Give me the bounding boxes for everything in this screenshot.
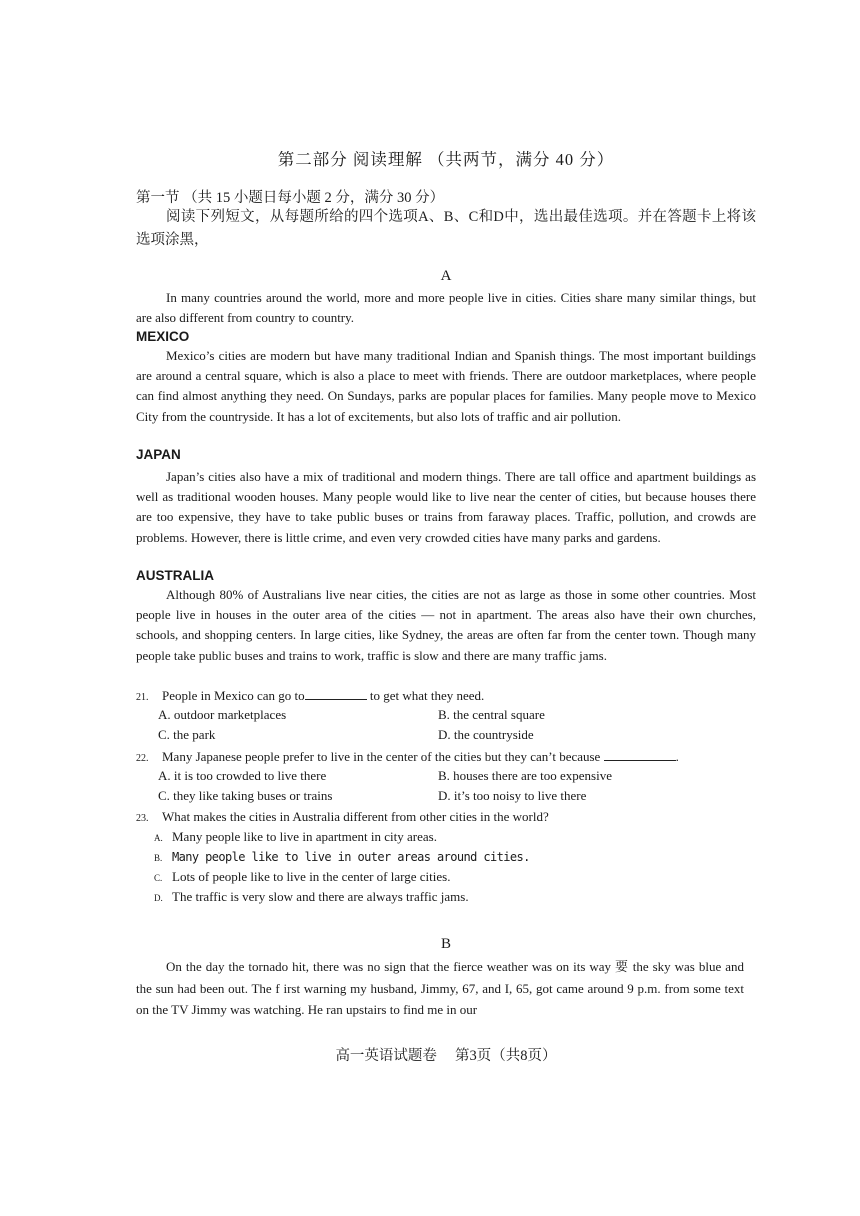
paragraph-australia: Although 80% of Australians live near cities, the cities are not as large as those in some other countries. Most people live in houses in the outer area of the cities — not in apartment. The areas also have their own churches, schools, and shopping centers. In large cities, like Sydney, the areas are often far from the center town. Though many people take public buses and trains to work, traffic is slow and there are many traffic jams. bbox=[136, 587, 756, 663]
question-number: 22. bbox=[136, 753, 149, 764]
passage-a-intro: In many countries around the world, more and more people live in cities. Cities share many similar things, but are also different from country to country. bbox=[136, 290, 756, 326]
option-letter: D. bbox=[154, 893, 163, 903]
option-text: Lots of people like to live in the center of large cities. bbox=[172, 869, 451, 884]
option-letter: B. bbox=[154, 853, 163, 863]
option-23-d bbox=[154, 889, 469, 905]
passage-b-text: On the day the tornado hit, there was no sign that the fierce weather was on its way 要 the sky was blue and the sun had been out. The f irst warning my husband, Jimmy, 67, and I, 65, got came around 9 p.m. from some text on the TV Jimmy was watching. He ran upstairs to find me in our bbox=[136, 959, 744, 1017]
option-letter: C. bbox=[154, 873, 163, 883]
option-letter: A. bbox=[154, 833, 163, 843]
heading-japan: JAPAN bbox=[136, 447, 181, 462]
answer-blank bbox=[305, 687, 367, 700]
question-stem: Many Japanese people prefer to live in the center of the cities but they can’t because bbox=[162, 749, 604, 764]
question-21 bbox=[136, 687, 756, 704]
option-text: Many people like to live in apartment in city areas. bbox=[172, 829, 437, 844]
paragraph-mexico: Mexico’s cities are modern but have many traditional Indian and Spanish things. The most important buildings are around a central square, which is also a place to meet with friends. There are outdoor marketplaces, where people can find almost anything they need. On Sundays, parks are popular places for families. Many people move to Mexico City from the countryside. It has a lot of excitements, but also lots of traffic and air pollution. bbox=[136, 348, 756, 424]
question-stem: People in Mexico can go to bbox=[162, 688, 305, 703]
passage-b-letter: B bbox=[440, 936, 451, 952]
question-23 bbox=[136, 809, 756, 825]
option-23-b bbox=[154, 849, 530, 865]
option-22-a: A. it is too crowded to live there bbox=[158, 768, 327, 783]
option-22-b: B. houses there are too expensive bbox=[438, 768, 613, 783]
section-title: 第一节 （共 15 小题日每小题 2 分，满分 30 分） bbox=[136, 190, 445, 206]
option-21-d: D. the countryside bbox=[438, 727, 534, 742]
heading-mexico: MEXICO bbox=[136, 329, 190, 344]
option-21-b: B. the central square bbox=[438, 707, 545, 722]
question-stem: What makes the cities in Australia different from other cities in the world? bbox=[162, 809, 549, 824]
option-22-c: C. they like taking buses or trains bbox=[158, 788, 333, 803]
paragraph-japan: Japan’s cities also have a mix of traditional and modern things. There are tall office and apartment buildings as well as traditional wooden houses. Many people would like to live near the center of cities, but because houses there are too expensive, they have to take public buses or trains from faraway places. Traffic, pollution, and crowds are problems. However, there is little crime, and even very crowded cities have many parks and gardens. bbox=[136, 469, 756, 545]
option-22-d: D. it’s too noisy to live there bbox=[438, 788, 587, 803]
instructions: 阅读下列短文，从每题所给的四个选项A、B、C和D中，选出最佳选项。并在答题卡上将该选项涂黑， bbox=[136, 209, 756, 248]
option-21-a: A. outdoor marketplaces bbox=[158, 707, 287, 722]
question-stem-end: to get what they need. bbox=[366, 688, 485, 703]
question-number: 23. bbox=[136, 813, 149, 824]
question-number: 21. bbox=[136, 692, 149, 703]
part-title: 第二部分 阅读理解 （共两节，满分 40 分） bbox=[277, 150, 615, 169]
question-22 bbox=[136, 748, 756, 765]
heading-australia: AUSTRALIA bbox=[136, 568, 214, 583]
page-footer: 高一英语试题卷 第3页（共8页） bbox=[335, 1048, 557, 1064]
option-text: Many people like to live in outer areas around cities. bbox=[172, 850, 530, 864]
option-23-a bbox=[154, 829, 437, 845]
passage-a-letter: A bbox=[440, 268, 452, 284]
option-text: The traffic is very slow and there are always traffic jams. bbox=[172, 889, 469, 904]
question-stem-end: . bbox=[675, 749, 679, 764]
option-21-c: C. the park bbox=[158, 727, 216, 742]
answer-blank bbox=[604, 748, 676, 761]
option-23-c bbox=[154, 869, 450, 885]
